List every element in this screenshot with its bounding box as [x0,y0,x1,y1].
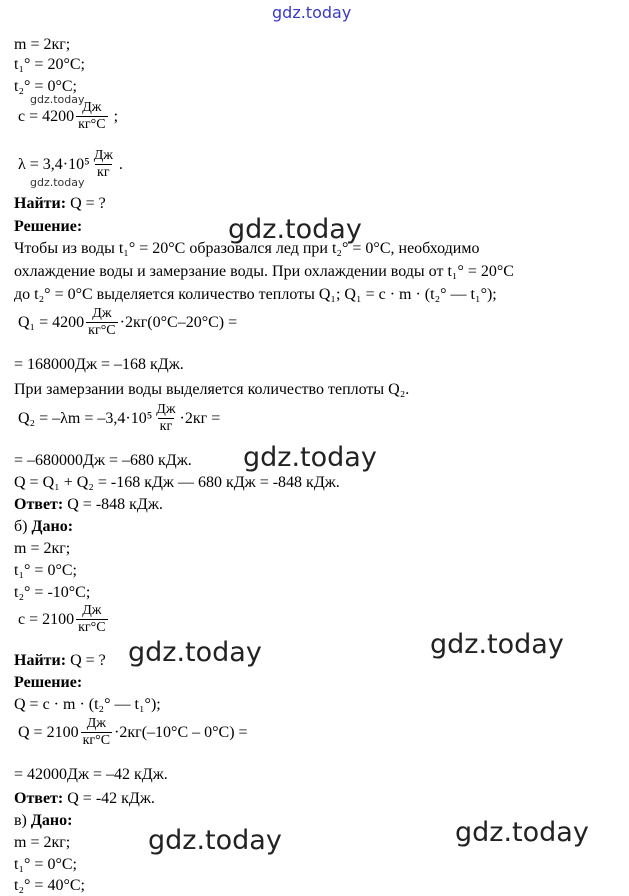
q-b-unit-den: кг°C [82,733,111,748]
q-b-equation [18,716,248,749]
q1-result: = 168000Дж = –168 кДж. [14,356,184,373]
q2-left: Q₂ = –λm = –3,4·10⁵ [18,409,153,427]
answer-value-b: Q = -42 кДж. [67,790,155,807]
find-label-a: Найти: [14,195,67,212]
watermark-1: gdz.today [228,214,362,245]
given-t2: t₂° = 0°C; [14,78,77,95]
solution-text-3: до t₂° = 0°C выделяется количество теплоты Q₁; Q₁ = c · m · (t₂° — t₁°); [14,286,497,303]
b-specific-heat-unit [76,603,107,636]
watermark-6: gdz.today [455,817,589,848]
part-c-given-label: Дано: [30,812,73,829]
specific-heat-unit [76,100,107,133]
q-b-result: = 42000Дж = –42 кДж. [14,766,168,783]
solution-text-2: охлаждение воды и замерзание воды. При охлаждении воды от t₁° = 20°C [14,263,514,280]
b-specific-heat-unit-den: кг°C [78,620,106,635]
find-line-a [14,195,106,213]
q1-unit-num: Дж [92,306,112,321]
lambda-unit-den: кг [97,165,110,180]
find-value-a: Q = ? [70,195,106,212]
q1-unit-den: кг°C [88,323,116,338]
watermark-2: gdz.today [243,442,377,473]
given-c-t2: t₂° = 40°C; [14,877,85,894]
find-value-b: Q = ? [70,652,106,669]
lambda-left: λ = 3,4·10⁵ [18,155,90,173]
given-mass: m = 2кг; [14,36,71,53]
q2-right: ·2кг = [179,409,221,427]
q-b-unit [81,716,112,749]
watermark-4: gdz.today [430,629,564,660]
given-b-t1: t₁° = 0°C; [14,562,77,579]
solution-text-4: При замерзании воды выделяется количество теплоты Q₂. [14,381,410,398]
given-lambda [18,148,123,181]
answer-line-a [14,496,163,514]
part-c-prefix: в) [14,812,27,829]
q1-equation [18,306,237,339]
specific-heat-unit-num: Дж [82,100,102,115]
solution-text-1: Чтобы из воды t₁° = 20°C образовался лед при t₂° = 0°C, необходимо [14,240,480,257]
find-line-b [14,652,106,670]
given-t1: t₁° = 20°C; [14,56,85,73]
q2-unit-num: Дж [156,402,176,417]
lambda-unit-num: Дж [93,148,113,163]
given-b-specific-heat [18,603,110,636]
watermark-small-2: gdz.today [30,176,85,189]
watermark-top: gdz.today [272,3,352,22]
q-total: Q = Q₁ + Q₂ = -168 кДж — 680 кДж = -848 кДж. [14,474,340,491]
formula-b: Q = c · m · (t₂° — t₁°); [14,696,161,713]
lambda-unit [92,148,115,181]
given-b-mass: m = 2кг; [14,540,71,557]
q1-left: Q₁ = 4200 [18,313,85,331]
q2-result: = –680000Дж = –680 кДж. [14,452,192,469]
watermark-3: gdz.today [128,637,262,668]
watermark-5: gdz.today [148,825,282,856]
specific-heat-left: c = 4200 [18,107,75,125]
given-specific-heat [18,100,118,133]
watermark-small-1: gdz.today [30,93,85,106]
given-c-mass: m = 2кг; [14,834,71,851]
q2-equation [18,402,220,435]
part-b-header [14,518,73,536]
given-c-t1: t₁° = 0°C; [14,856,77,873]
q2-unit [154,402,177,435]
answer-line-b [14,790,155,808]
b-specific-heat-left: c = 2100 [18,610,75,628]
part-c-header [14,812,72,830]
part-b-given-label: Дано: [31,518,74,535]
find-label-b: Найти: [14,652,67,669]
q-b-left: Q = 2100 [18,723,79,741]
q2-unit-den: кг [159,419,173,434]
q1-right: ·2кг(0°C–20°C) = [119,313,238,331]
solution-label-a: Решение: [14,218,83,235]
lambda-right: . [118,155,123,173]
specific-heat-unit-den: кг°C [78,117,106,132]
part-b-prefix: б) [14,518,28,535]
b-specific-heat-unit-num: Дж [82,603,102,618]
answer-label-a: Ответ: [14,496,64,513]
given-b-t2: t₂° = -10°C; [14,584,91,601]
q-b-unit-num: Дж [86,716,106,731]
q-b-right: ·2кг(–10°C – 0°C) = [114,723,248,741]
q1-unit [86,306,117,339]
specific-heat-right: ; [113,107,119,125]
solution-label-b: Решение: [14,674,83,691]
answer-label-b: Ответ: [14,790,64,807]
answer-value-a: Q = -848 кДж. [67,496,163,513]
